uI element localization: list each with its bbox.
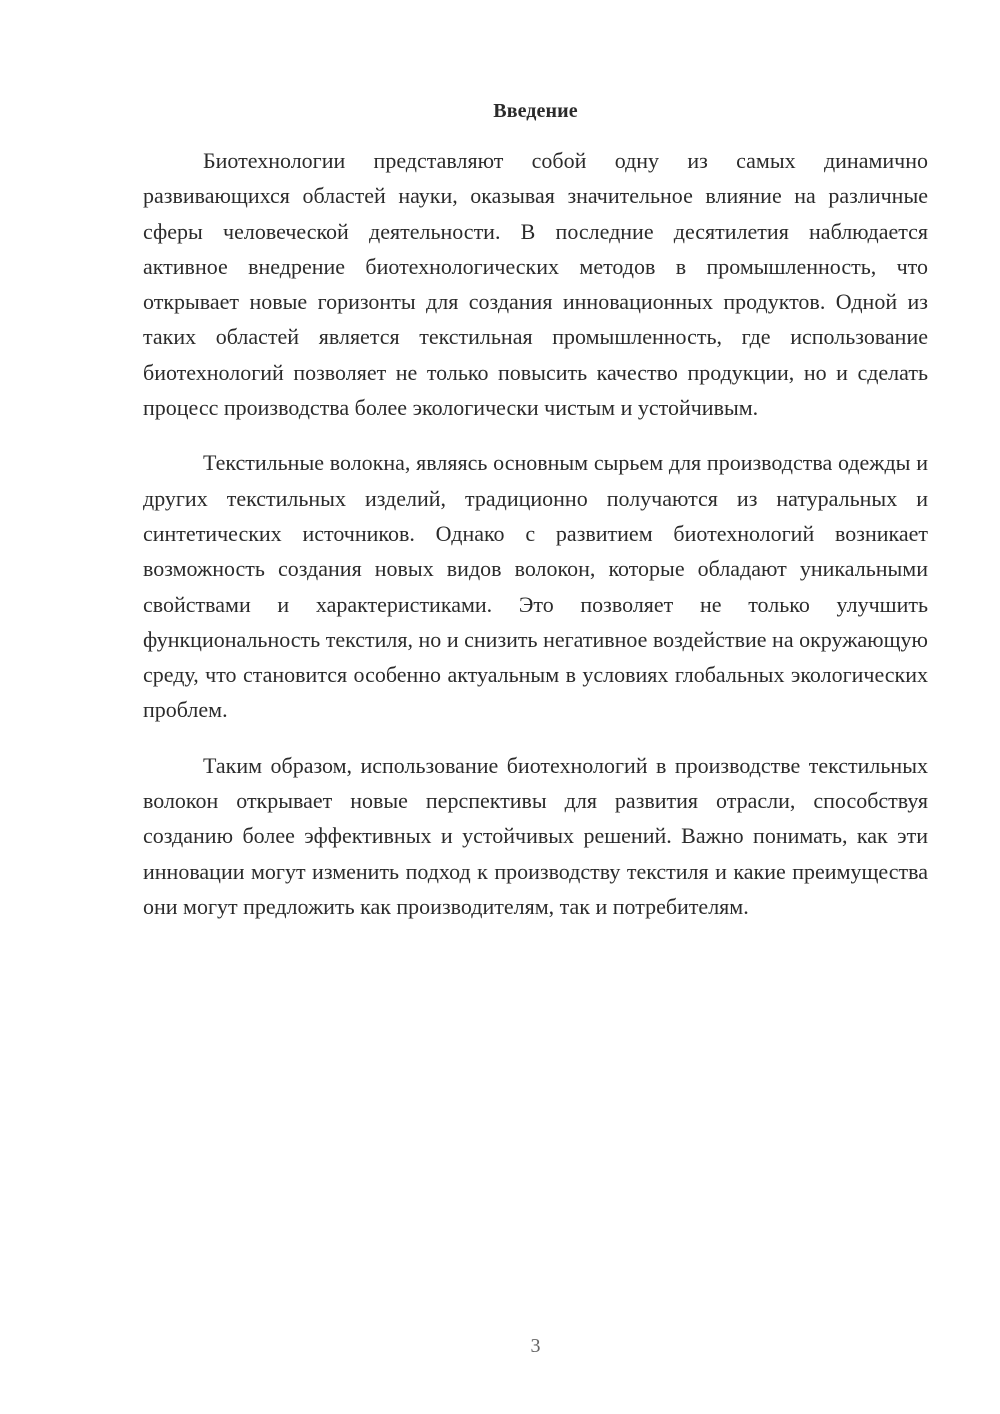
paragraph-2: Текстильные волокна, являясь основным сырьем для производства одежды и других текстильных изделий, традиционно получаются из натуральных и синтетических источников. Однако с развитием биотехнологий возникает возможность создания новых видов волокон, которые обладают уникальными свойствами и характеристиками. Это позволяет не только улучшить функциональность текстиля, но и снизить негативное воздействие на окружающую среду, что становится особенно актуальным в условиях глобальных экологических проблем. — [143, 450, 928, 723]
page-content — [143, 97, 928, 944]
section-heading: Введение — [493, 100, 578, 122]
paragraph-3: Таким образом, использование биотехнологий в производстве текстильных волокон открывает новые перспективы для развития отрасли, способствуя созданию более эффективных и устойчивых решений. Важно понимать, как эти инновации могут изменить подход к производству текстиля и какие преимущества они могут предложить как производителям, так и потребителям. — [143, 752, 928, 919]
page-number: 3 — [530, 1335, 541, 1357]
paragraph-1: Биотехнологии представляют собой одну из самых динамично развивающихся областей науки, оказывая значительное влияние на различные сферы человеческой деятельности. В последние десятилетия наблюдается активное внедрение биотехнологических методов в промышленность, что открывает новые горизонты для создания инновационных продуктов. Одной из таких областей является текстильная промышленность, где использование биотехнологий позволяет не только повысить качество продукции, но и сделать процесс производства более экологически чистым и устойчивым. — [143, 148, 928, 421]
